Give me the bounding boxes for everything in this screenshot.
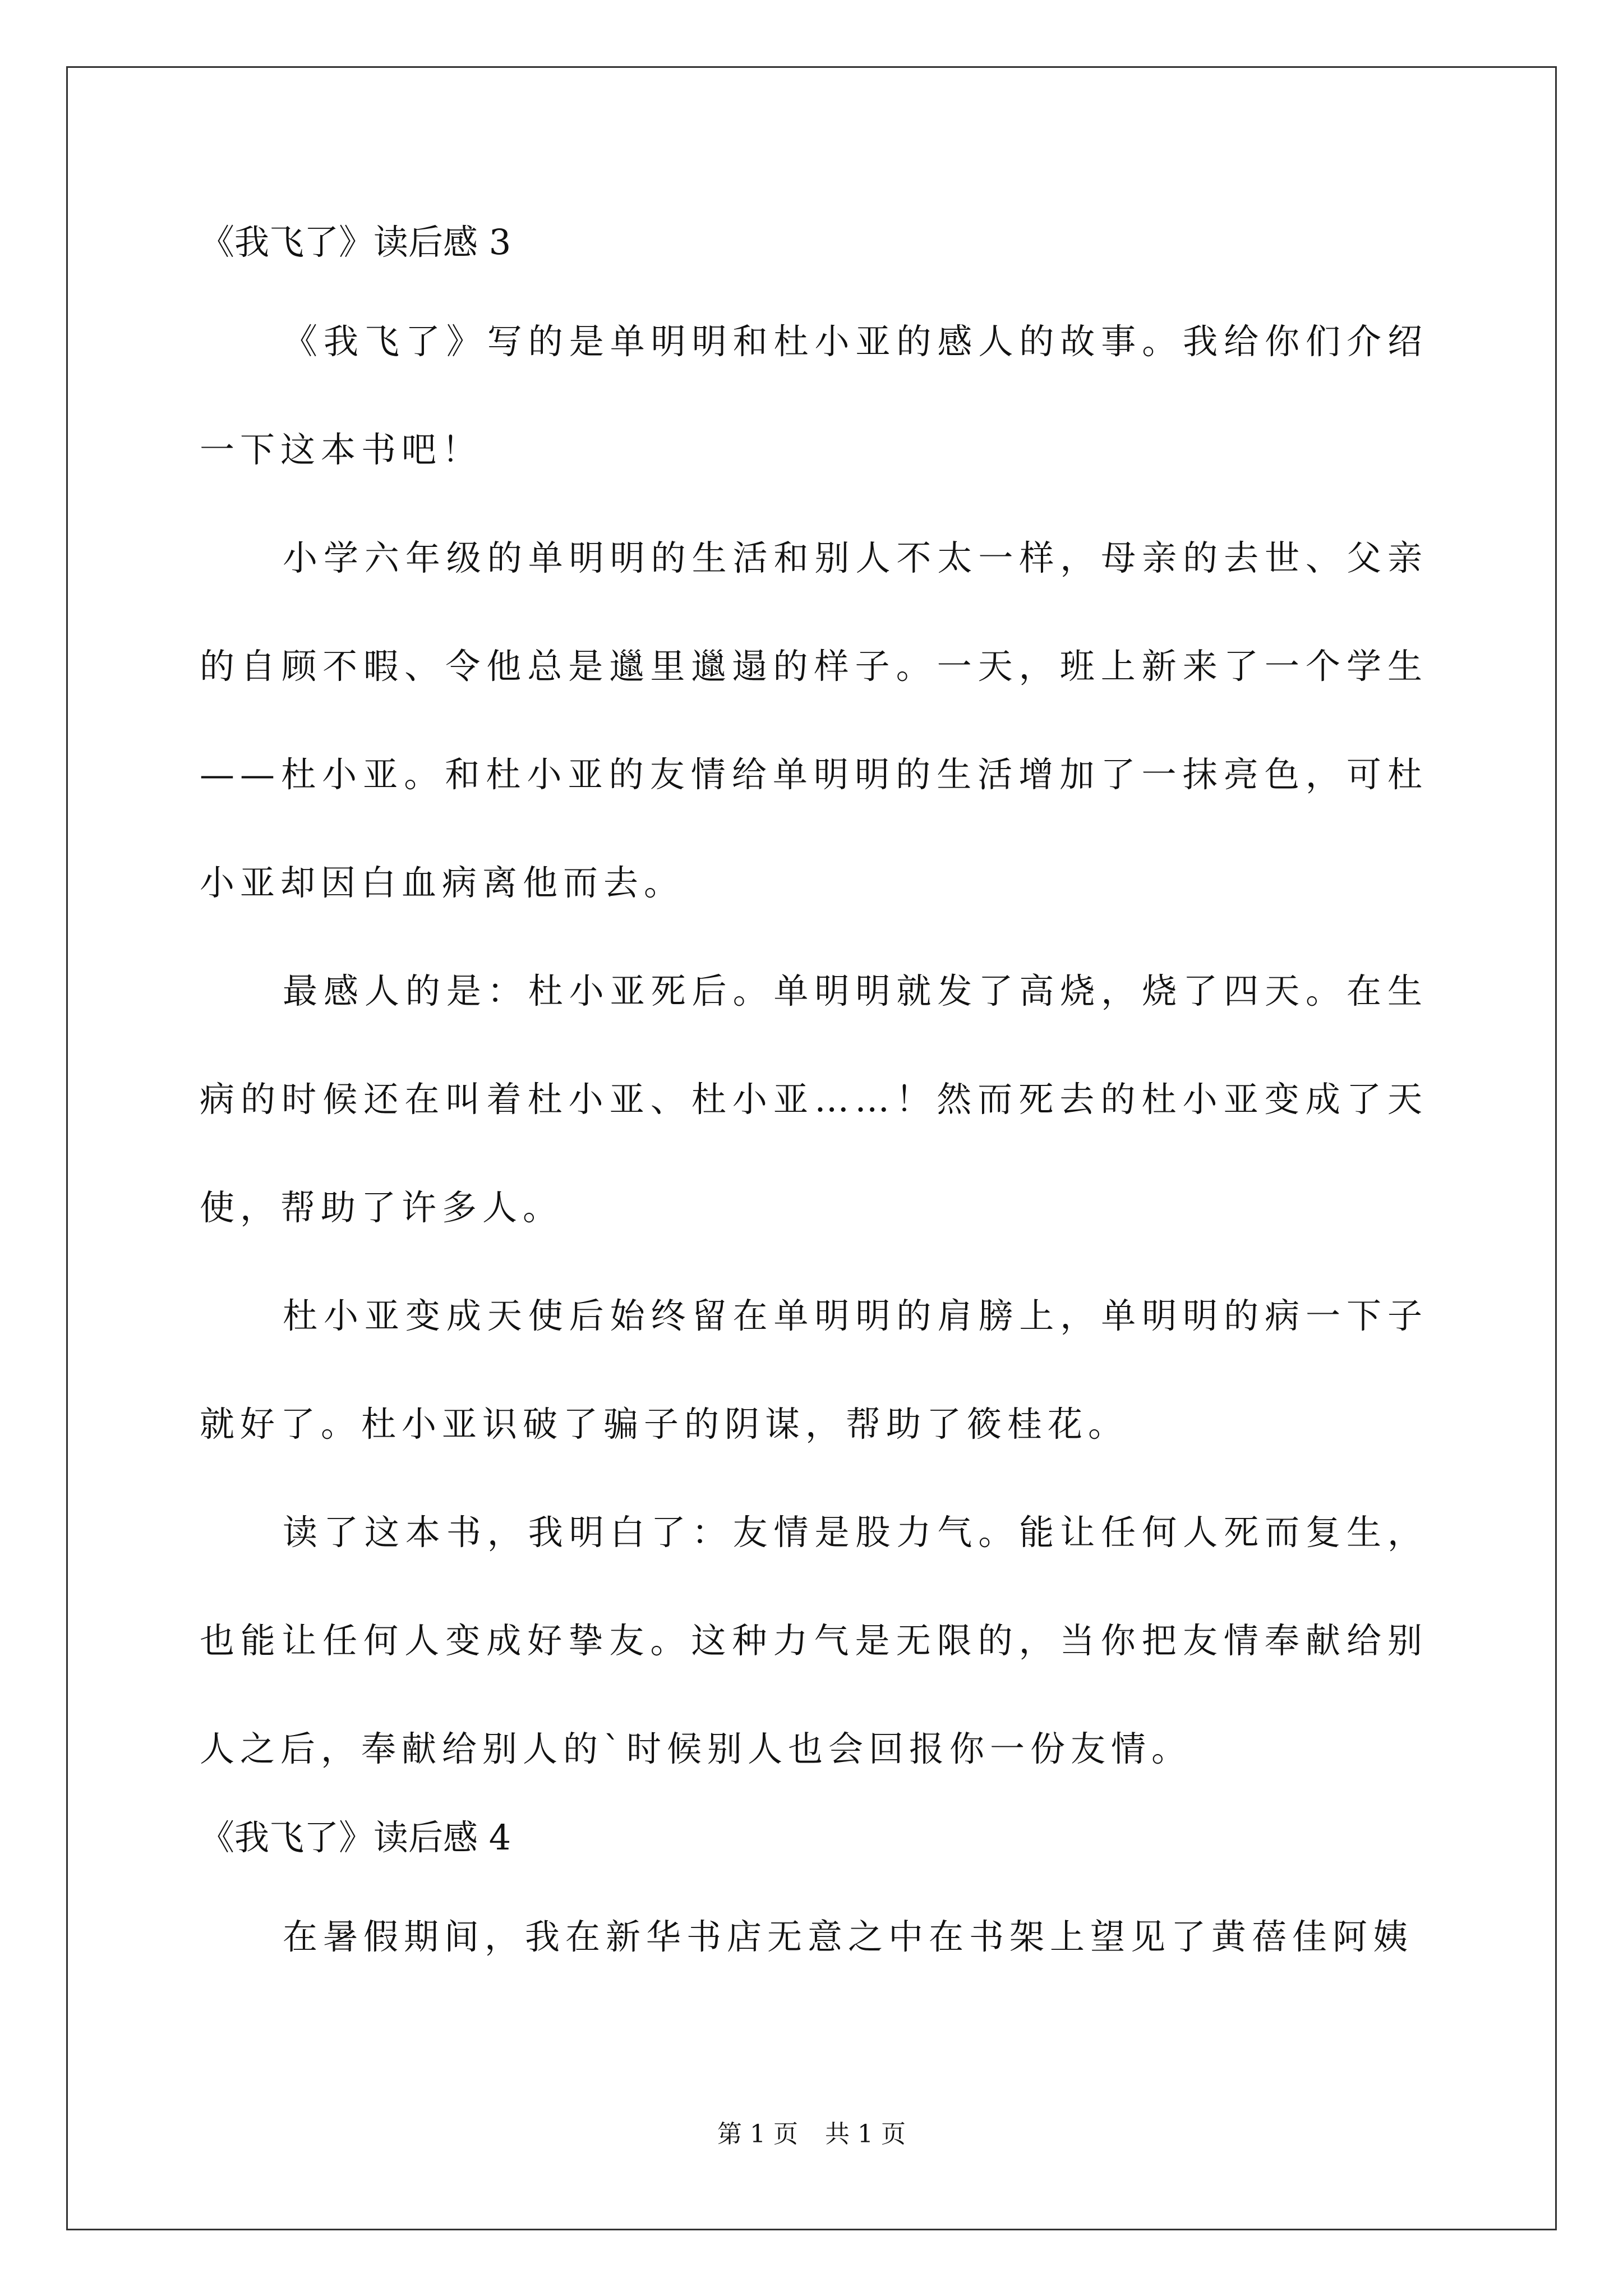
paragraph: 《我飞了》写的是单明明和杜小亚的感人的故事。我给你们介绍一下这本书吧！ xyxy=(200,321,1428,470)
page-number: 第 1 页 xyxy=(717,2120,798,2148)
paragraph: 在暑假期间，我在新华书店无意之中在书架上望见了黄蓓佳阿姨 xyxy=(283,1916,1414,1957)
paragraph: 最感人的是：杜小亚死后。单明明就发了高烧，烧了四天。在生病的时候还在叫着杜小亚、杜小亚……！然而死去的杜小亚变成了天使，帮助了许多人。 xyxy=(200,970,1428,1228)
section-title: 《我飞了》读后感 4 xyxy=(200,1817,511,1858)
paragraph: 小学六年级的单明明的生活和别人不太一样，母亲的去世、父亲的自顾不暇、令他总是邋里邋遢的样子。一天，班上新来了一个学生——杜小亚。和杜小亚的友情给单明明的生活增加了一抹亮色，可杜小亚却因白血病离他而去。 xyxy=(200,537,1428,903)
paragraph: 读了这本书，我明白了：友情是股力气。能让任何人死而复生，也能让任何人变成好挚友。这种力气是无限的，当你把友情奉献给别人之后，奉献给别人的`时候别人也会回报你一份友情。 xyxy=(200,1512,1428,1769)
section-title: 《我飞了》读后感 3 xyxy=(200,222,511,263)
document-body xyxy=(200,208,1428,1991)
page-total: 共 1 页 xyxy=(825,2120,906,2148)
page-footer xyxy=(0,2118,1623,2151)
paragraph: 杜小亚变成天使后始终留在单明明的肩膀上，单明明的病一下子就好了。杜小亚识破了骗子的阴谋，帮助了筱桂花。 xyxy=(200,1295,1428,1444)
